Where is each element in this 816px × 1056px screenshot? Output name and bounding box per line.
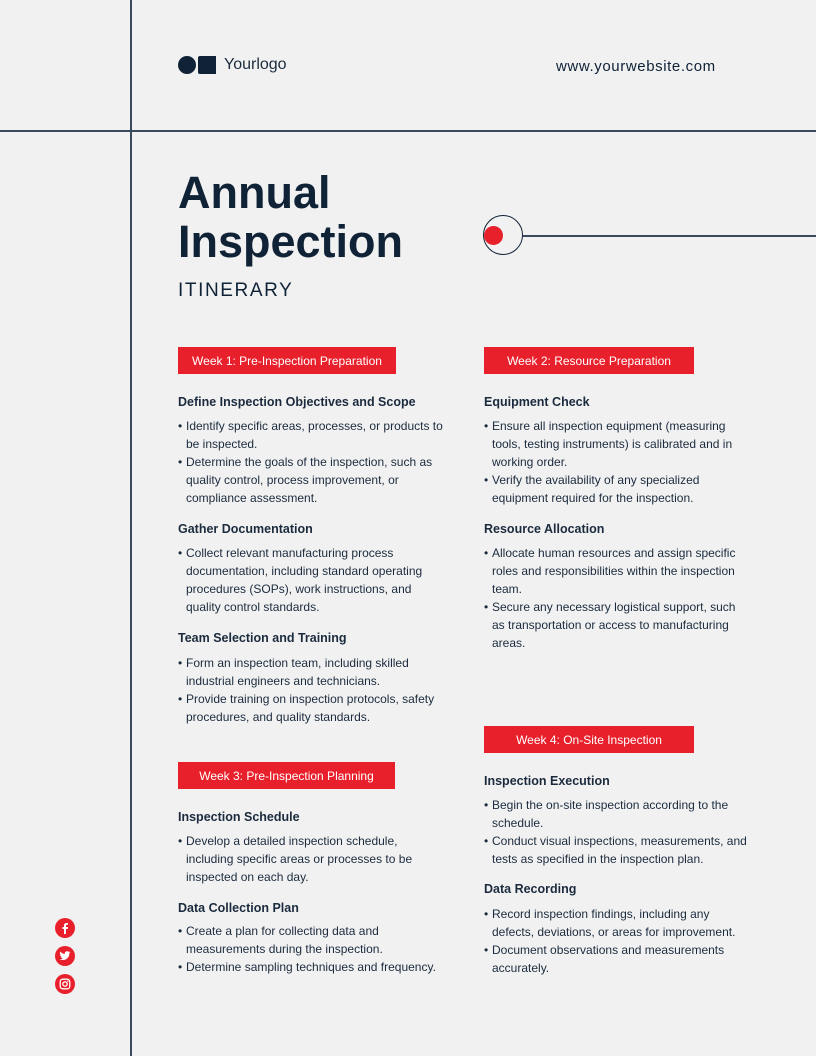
- bullet-list: [178, 922, 443, 976]
- list-item: • Verify the availability of any specialized equipment required for the inspection.: [484, 471, 749, 507]
- bullet-list: [178, 417, 443, 507]
- facebook-icon[interactable]: [55, 918, 75, 938]
- facebook-glyph: [59, 922, 71, 934]
- list-item: • Conduct visual inspections, measurements, and tests as specified in the inspection plan.: [484, 832, 749, 868]
- list-item: • Form an inspection team, including skilled industrial engineers and technicians.: [178, 654, 443, 690]
- list-item: • Collect relevant manufacturing process documentation, including standard operating procedures (SOPs), work instructions, and quality control standards.: [178, 544, 443, 616]
- list-item: • Determine sampling techniques and frequency.: [178, 958, 443, 976]
- logo-mark-icon: [178, 56, 216, 74]
- section-heading: Data Collection Plan: [178, 901, 299, 915]
- bullet-list: [484, 544, 749, 652]
- list-item: • Create a plan for collecting data and measurements during the inspection.: [178, 922, 443, 958]
- list-item: • Secure any necessary logistical support, such as transportation or access to manufacturing areas.: [484, 598, 749, 652]
- bullet-list: [178, 832, 443, 886]
- horizontal-rule: [0, 130, 816, 132]
- instagram-icon[interactable]: [55, 974, 75, 994]
- list-item: • Provide training on inspection protocols, safety procedures, and quality standards.: [178, 690, 443, 726]
- list-item: • Ensure all inspection equipment (measuring tools, testing instruments) is calibrated and in working order.: [484, 417, 749, 471]
- week-2-badge: Week 2: Resource Preparation: [484, 347, 694, 374]
- section-heading: Equipment Check: [484, 395, 590, 409]
- twitter-icon[interactable]: [55, 946, 75, 966]
- page-title: [178, 168, 478, 266]
- section-heading: Inspection Execution: [484, 774, 610, 788]
- instagram-glyph: [59, 978, 71, 990]
- list-item: • Identify specific areas, processes, or products to be inspected.: [178, 417, 443, 453]
- decorative-dot: [484, 226, 503, 245]
- section-heading: Data Recording: [484, 882, 577, 896]
- title-line-2: Inspection: [178, 216, 404, 267]
- logo-text: Yourlogo: [224, 56, 287, 73]
- week-3-badge: Week 3: Pre-Inspection Planning: [178, 762, 395, 789]
- bullet-list: [484, 905, 749, 977]
- bullet-list: [484, 796, 749, 868]
- section-heading: Inspection Schedule: [178, 810, 300, 824]
- title-line-1: Annual: [178, 167, 331, 218]
- vertical-rule: [130, 0, 132, 1056]
- list-item: • Document observations and measurements accurately.: [484, 941, 749, 977]
- logo[interactable]: [178, 56, 287, 74]
- section-heading: Define Inspection Objectives and Scope: [178, 395, 416, 409]
- section-heading: Gather Documentation: [178, 522, 313, 536]
- website-link[interactable]: www.yourwebsite.com: [556, 58, 716, 75]
- list-item: • Determine the goals of the inspection, such as quality control, process improvement, or compliance assessment.: [178, 453, 443, 507]
- week-1-badge: Week 1: Pre-Inspection Preparation: [178, 347, 396, 374]
- list-item: • Record inspection findings, including any defects, deviations, or areas for improvement.: [484, 905, 749, 941]
- list-item: • Develop a detailed inspection schedule, including specific areas or processes to be inspected on each day.: [178, 832, 443, 886]
- bullet-list: [178, 544, 443, 616]
- section-heading: Resource Allocation: [484, 522, 605, 536]
- bullet-list: [178, 654, 443, 726]
- decorative-line: [523, 235, 816, 237]
- list-item: • Begin the on-site inspection according to the schedule.: [484, 796, 749, 832]
- week-4-badge: Week 4: On-Site Inspection: [484, 726, 694, 753]
- list-item: • Allocate human resources and assign specific roles and responsibilities within the inspection team.: [484, 544, 749, 598]
- bullet-list: [484, 417, 749, 507]
- page-subtitle: ITINERARY: [178, 280, 294, 301]
- twitter-glyph: [59, 950, 71, 962]
- section-heading: Team Selection and Training: [178, 631, 347, 645]
